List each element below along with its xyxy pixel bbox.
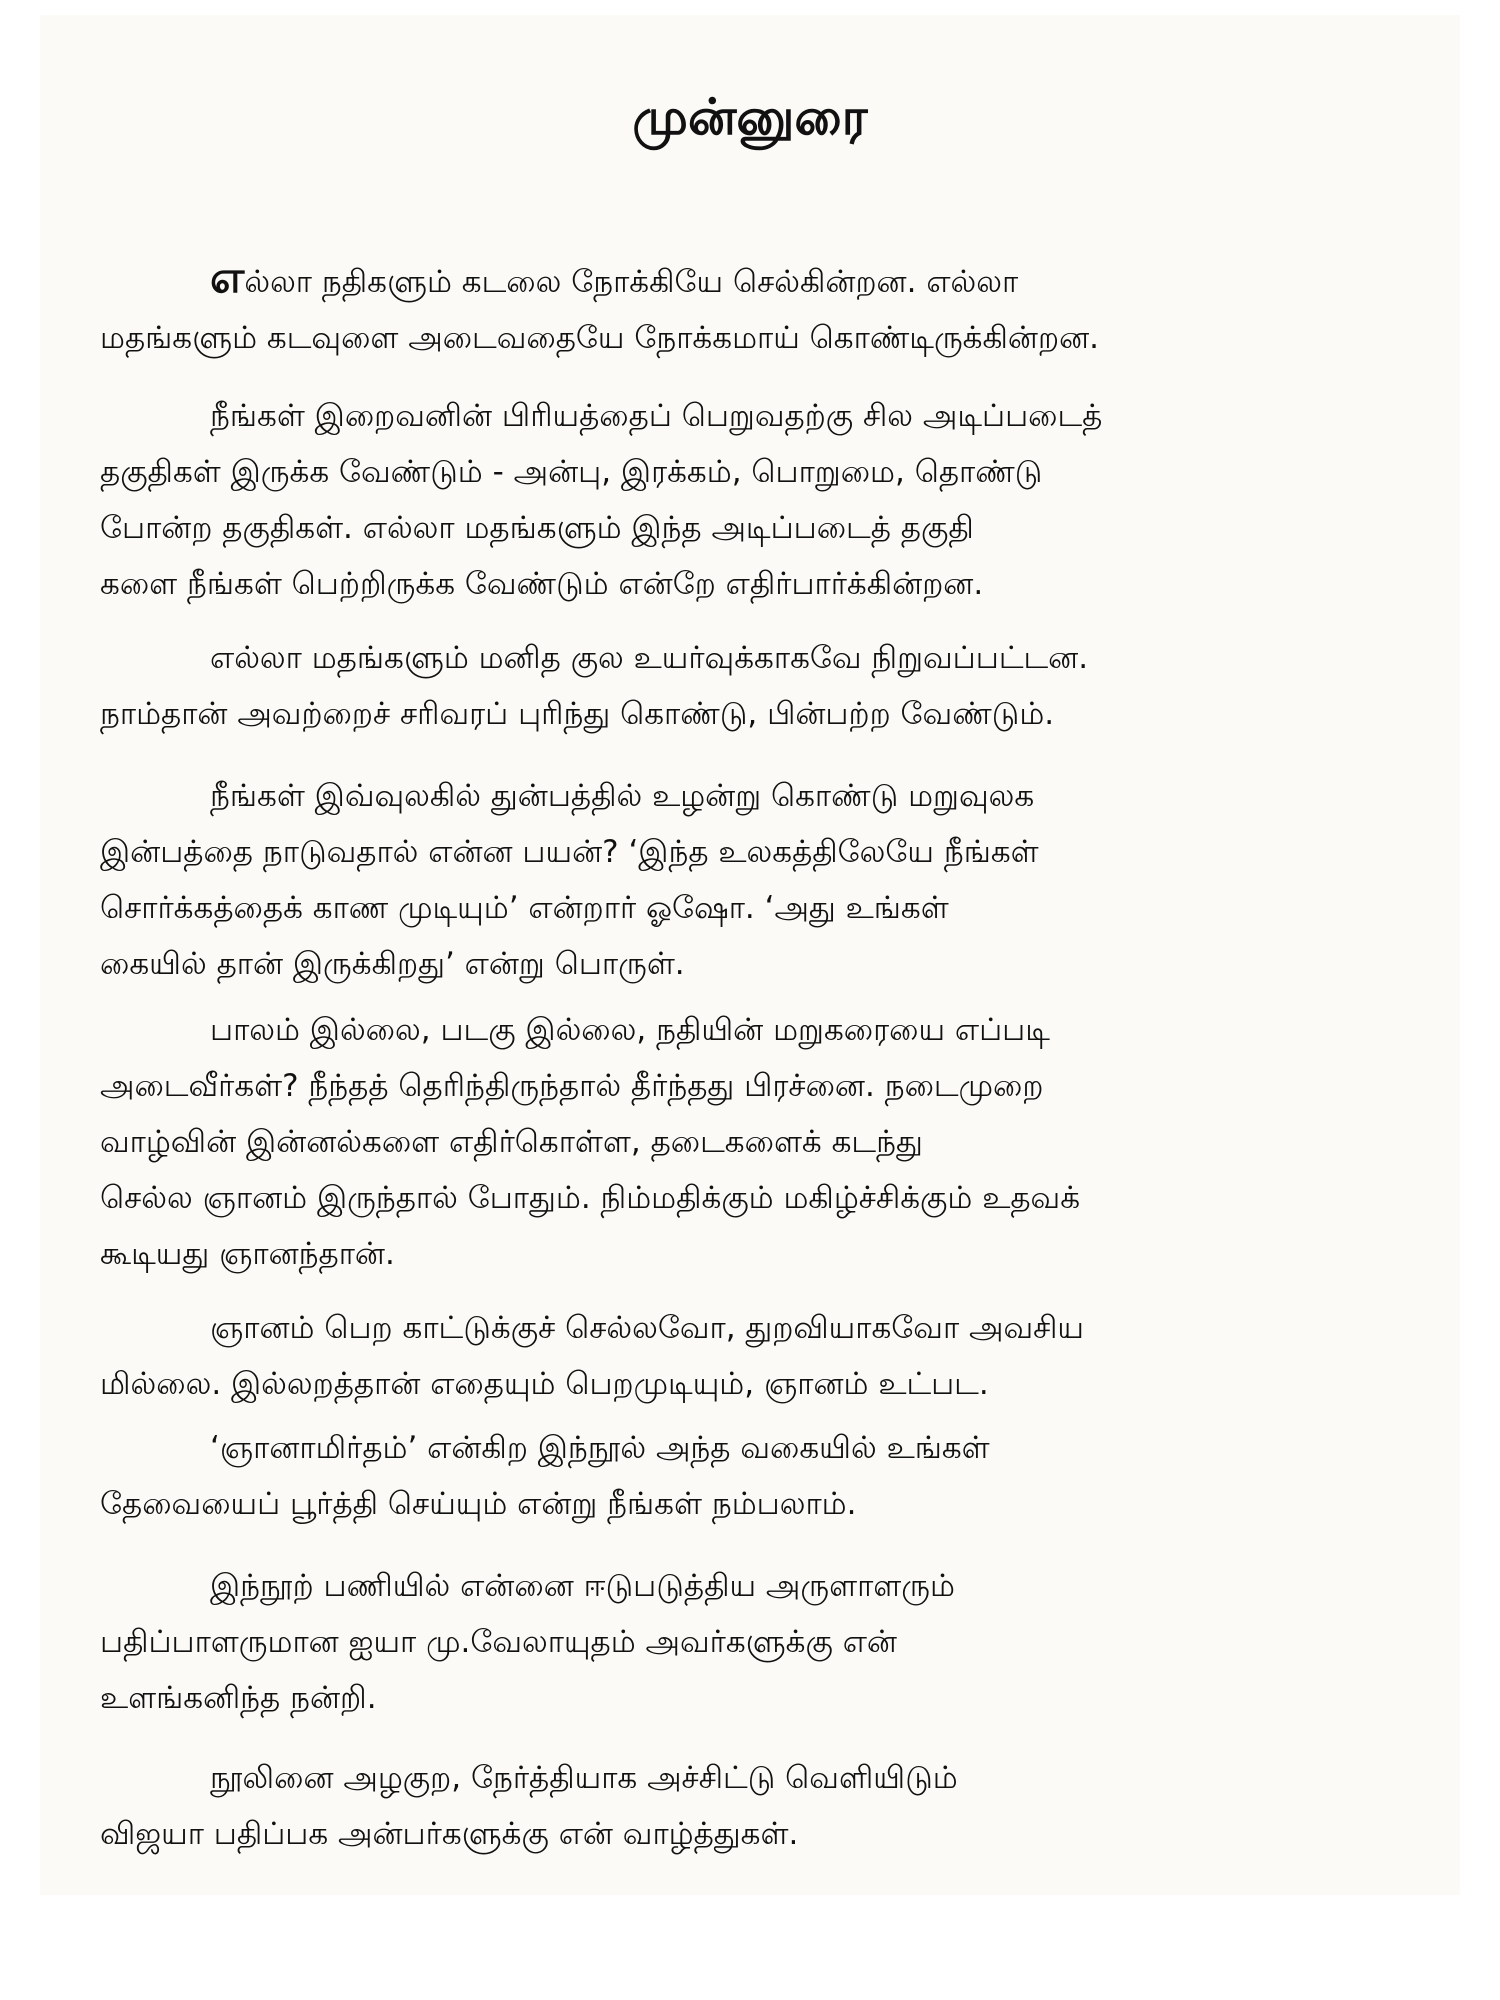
paragraph xyxy=(100,250,1322,366)
paragraph xyxy=(100,1558,1322,1726)
text-line: செல்ல ஞானம் இருந்தால் போதும். நிம்மதிக்கும் மகிழ்ச்சிக்கும் உதவக் xyxy=(100,1180,1081,1216)
paragraph xyxy=(100,1420,1322,1532)
text-line: ஞானம் பெற காட்டுக்குச் செல்லவோ, துறவியாகவோ அவசிய xyxy=(210,1310,1084,1346)
text-line-content: ல்லா நதிகளும் கடலை நோக்கியே செல்கின்றன. எல்லா xyxy=(244,264,1019,300)
text-line: உளங்கனிந்த நன்றி. xyxy=(100,1680,377,1716)
text-line: கூடியது ஞானந்தான். xyxy=(100,1236,395,1272)
text-line: அடைவீர்கள்? நீந்தத் தெரிந்திருந்தால் தீர்ந்தது பிரச்னை. நடைமுறை xyxy=(100,1068,1044,1104)
text-line: பதிப்பாளருமான ஐயா மு.வேலாயுதம் அவர்களுக்கு என் xyxy=(100,1624,897,1660)
paragraph xyxy=(100,1750,1322,1862)
paragraph xyxy=(100,768,1322,992)
text-line: மதங்களும் கடவுளை அடைவதையே நோக்கமாய் கொண்டிருக்கின்றன. xyxy=(100,320,1099,356)
text-line: களை நீங்கள் பெற்றிருக்க வேண்டும் என்றே எதிர்பார்க்கின்றன. xyxy=(100,566,984,602)
text-line: இன்பத்தை நாடுவதால் என்ன பயன்? ‘இந்த உலகத்திலேயே நீங்கள் xyxy=(100,834,1039,870)
text-line: வாழ்வின் இன்னல்களை எதிர்கொள்ள, தடைகளைக் கடந்து xyxy=(100,1124,923,1160)
text-line: இந்நூற் பணியில் என்னை ஈடுபடுத்திய அருளாளரும் xyxy=(210,1568,955,1604)
paragraph xyxy=(100,630,1322,742)
text-line: ‘ஞானாமிர்தம்’ என்கிற இந்நூல் அந்த வகையில் உங்கள் xyxy=(210,1430,990,1466)
text-line: நீங்கள் இறைவனின் பிரியத்தைப் பெறுவதற்கு சில அடிப்படைத் xyxy=(210,398,1103,434)
text-line: தேவையைப் பூர்த்தி செய்யும் என்று நீங்கள் நம்பலாம். xyxy=(100,1486,857,1522)
page-title: முன்னுரை xyxy=(632,88,868,146)
text-line: பாலம் இல்லை, படகு இல்லை, நதியின் மறுகரையை எப்படி xyxy=(210,1012,1050,1048)
text-line: தகுதிகள் இருக்க வேண்டும் - அன்பு, இரக்கம், பொறுமை, தொண்டு xyxy=(100,454,1043,490)
text-line: நீங்கள் இவ்வுலகில் துன்பத்தில் உழன்று கொண்டு மறுவுலக xyxy=(210,778,1035,814)
text-line xyxy=(100,250,1322,310)
text-line: போன்ற தகுதிகள். எல்லா மதங்களும் இந்த அடிப்படைத் தகுதி xyxy=(100,510,974,546)
text-line: கையில் தான் இருக்கிறது’ என்று பொருள். xyxy=(100,946,685,982)
text-line: மில்லை. இல்லறத்தான் எதையும் பெறமுடியும், ஞானம் உட்பட. xyxy=(100,1366,989,1402)
paragraph xyxy=(100,388,1322,612)
text-line: எல்லா மதங்களும் மனித குல உயர்வுக்காகவே நிறுவப்பட்டன. xyxy=(210,640,1089,676)
paragraph xyxy=(100,1002,1322,1282)
drop-cap: எ xyxy=(210,252,245,303)
text-line: நாம்தான் அவற்றைச் சரிவரப் புரிந்து கொண்டு, பின்பற்ற வேண்டும். xyxy=(100,696,1055,732)
text-line: நூலினை அழகுற, நேர்த்தியாக அச்சிட்டு வெளியிடும் xyxy=(210,1760,958,1796)
text-line: விஜயா பதிப்பக அன்பர்களுக்கு என் வாழ்த்துகள். xyxy=(100,1816,799,1852)
paragraph xyxy=(100,1300,1322,1412)
text-line: சொர்க்கத்தைக் காண முடியும்’ என்றார் ஓஷோ. ‘அது உங்கள் xyxy=(100,890,949,926)
